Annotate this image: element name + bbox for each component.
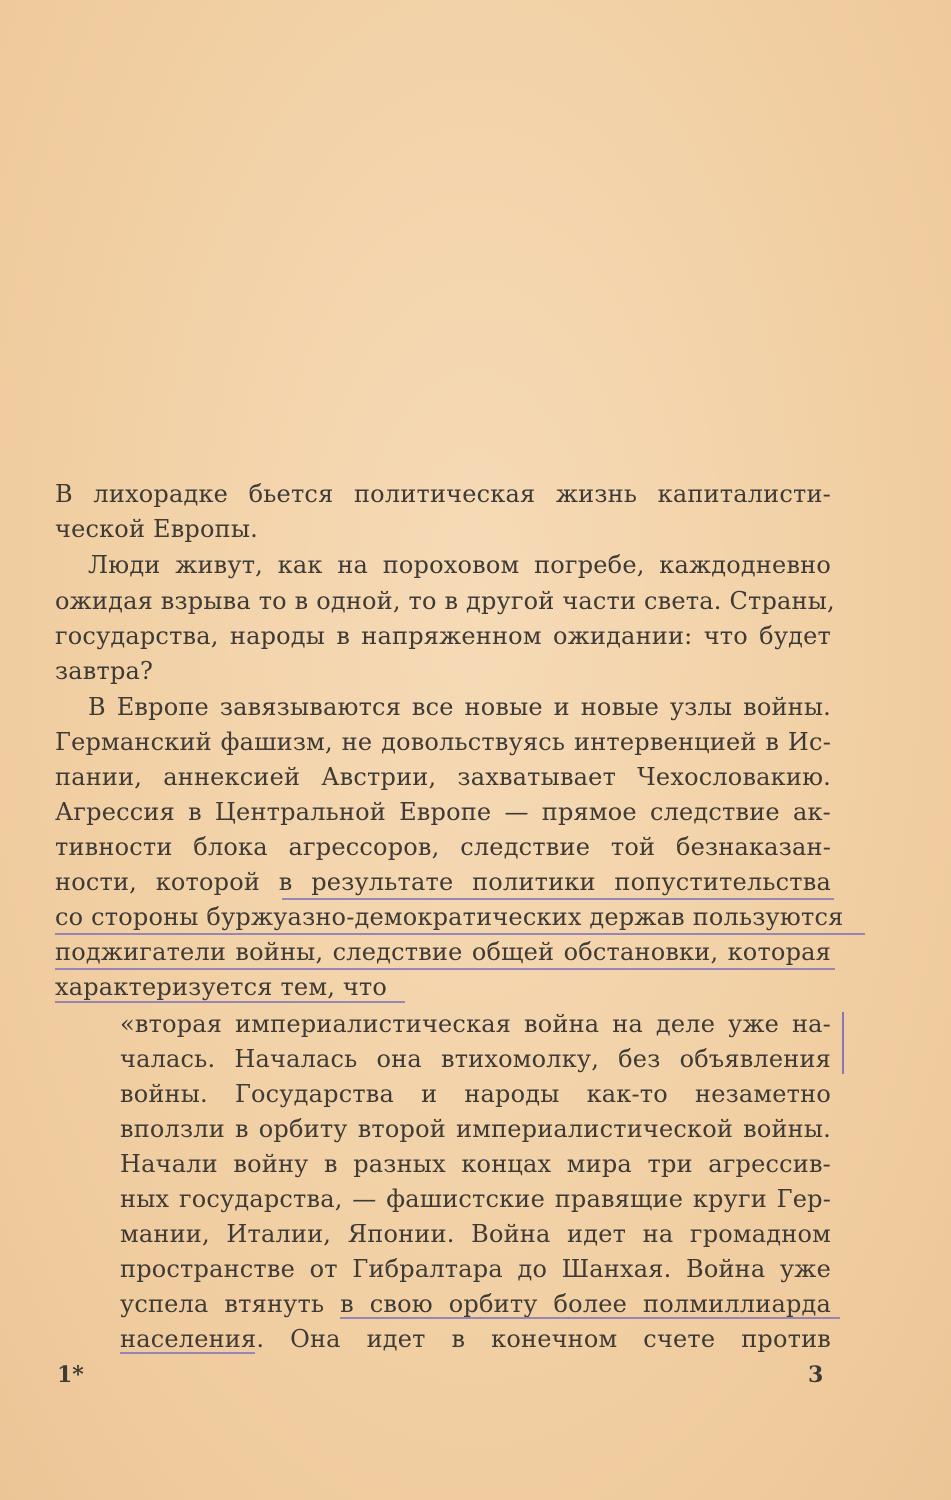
quote-line: пространстве от Гибралтара до Шанхая. Война уже xyxy=(120,1255,831,1283)
text-line: поджигатели войны, следствие общей обстановки, которая xyxy=(55,938,831,966)
text-line: В лихорадке бьется политическая жизнь капиталисти- xyxy=(55,480,831,508)
pencil-underline xyxy=(55,1001,405,1003)
text-line: тивности блока агрессоров, следствие той безнаказан- xyxy=(55,833,831,861)
text-line: со стороны буржуазно-демократических держав пользуются xyxy=(55,903,844,931)
quote-line: Начали войну в разных концах мира три агрессив- xyxy=(120,1150,831,1178)
text-line: Германский фашизм, не довольствуясь интервенцией в Ис- xyxy=(55,728,831,756)
pencil-underline xyxy=(120,1352,255,1354)
text-line: характеризуется тем, что xyxy=(55,973,388,1001)
text-line: В Европе завязываются все новые и новые узлы войны. xyxy=(88,693,831,721)
quote-line: вползли в орбиту второй империалистической войны. xyxy=(120,1115,831,1143)
quote-line: чалась. Началась она втихомолку, без объявления xyxy=(120,1045,831,1073)
quote-line: войны. Государства и народы как-то незаметно xyxy=(120,1080,831,1108)
quote-line: успела втянуть в свою орбиту более полмиллиарда xyxy=(120,1290,831,1318)
text-line: завтра? xyxy=(55,657,154,685)
text-line: Люди живут, как на пороховом погребе, каждодневно xyxy=(88,551,831,579)
quote-line: населения. Она идет в конечном счете против xyxy=(120,1325,831,1353)
pencil-underline xyxy=(55,933,865,935)
text-line: пании, аннексией Австрии, захватывает Чехословакию. xyxy=(55,763,831,791)
quote-line: мании, Италии, Японии. Война идет на громадном xyxy=(120,1220,831,1248)
quote-line: «вторая империалистическая война на деле уже на- xyxy=(120,1010,831,1038)
text-line: ческой Европы. xyxy=(55,515,258,543)
quote-line: ных государства, — фашистские правящие круги Гер- xyxy=(120,1185,831,1213)
text-line: государства, народы в напряженном ожидании: что будет xyxy=(55,622,831,650)
signature-mark: 1* xyxy=(57,1362,84,1388)
text-line: ности, которой в результате политики попустительства xyxy=(55,868,831,896)
pencil-underline xyxy=(55,968,835,970)
pencil-underline xyxy=(282,898,834,900)
pencil-underline xyxy=(340,1317,840,1319)
page-number: 3 xyxy=(808,1362,824,1388)
text-line: Агрессия в Центральной Европе — прямое следствие ак- xyxy=(55,798,831,826)
margin-mark xyxy=(842,1012,844,1074)
text-line: ожидая взрыва то в одной, то в другой части света. Страны, xyxy=(55,587,835,615)
